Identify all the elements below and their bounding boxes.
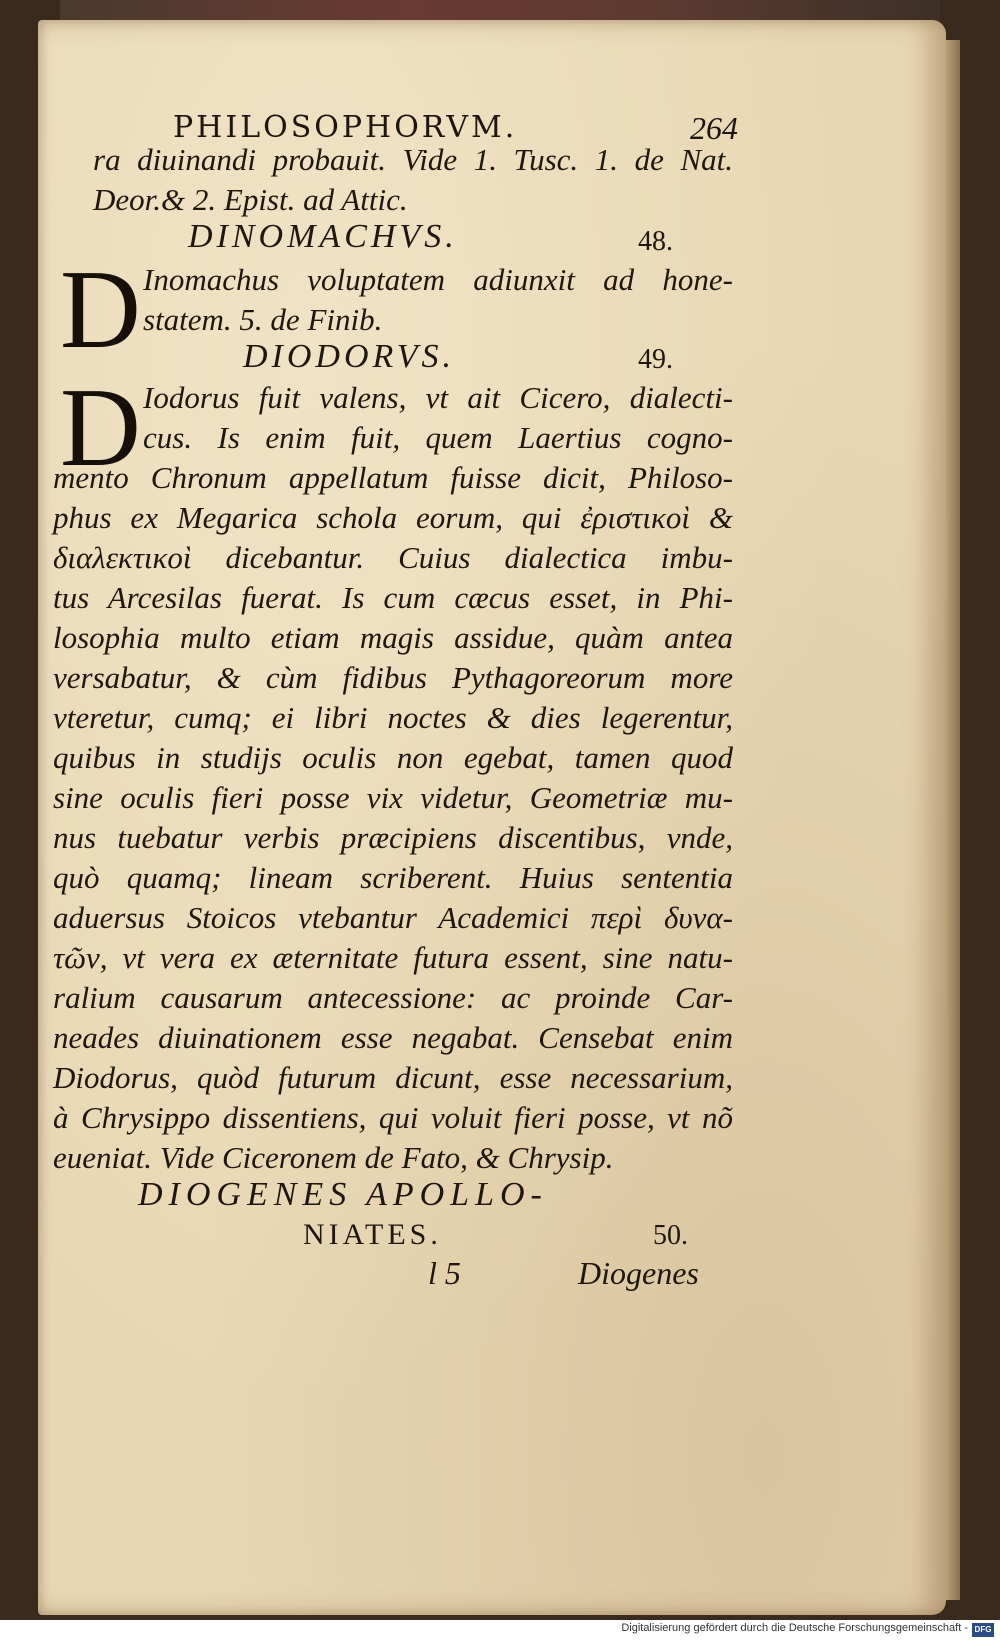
drop-capital: D — [60, 366, 141, 490]
section-number: 49. — [638, 344, 673, 375]
text-line: ralium causarum antecessione: ac proinde Car- — [53, 980, 733, 1015]
section-heading-continued: NIATES. — [303, 1218, 442, 1251]
drop-capital: D — [60, 248, 141, 372]
text-line: losophia multo etiam magis assidue, quàm antea — [53, 620, 733, 655]
running-head: PHILOSOPHORVM. — [173, 110, 518, 145]
text-line: Inomachus voluptatem adiunxit ad hone- — [143, 262, 733, 297]
text-line: vteretur, cumq; ei libri noctes & dies legerentur, — [53, 700, 733, 735]
catchword: Diogenes — [578, 1255, 699, 1291]
text-line: τῶν, vt vera ex æternitate futura essent, sine natu- — [53, 940, 733, 975]
text-line: nus tuebatur verbis præcipiens discentibus, vnde, — [53, 820, 733, 855]
page-number: 264 — [690, 110, 738, 146]
text-line: Diodorus, quòd futurum dicunt, esse necessarium, — [53, 1060, 733, 1095]
book-page — [38, 20, 946, 1615]
text-line: Deor.& 2. Epist. ad Attic. — [93, 182, 408, 217]
dfg-logo: DFG — [972, 1623, 994, 1637]
text-line: mento Chronum appellatum fuisse dicit, Philoso- — [53, 460, 733, 495]
text-line: eueniat. Vide Ciceronem de Fato, & Chrysip. — [53, 1140, 614, 1175]
section-heading: DIODORVS. — [243, 338, 455, 375]
binding-strip — [60, 0, 940, 22]
text-line: sine oculis fieri posse vix videtur, Geometriæ mu- — [53, 780, 733, 815]
text-line: aduersus Stoicos vtebantur Academici περὶ δυνα- — [53, 900, 733, 935]
footer-bar — [0, 1620, 1000, 1641]
text-line: quibus in studijs oculis non egebat, tamen quod — [53, 740, 733, 775]
text-line: à Chrysippo dissentiens, qui voluit fieri posse, vt nõ — [53, 1100, 733, 1135]
text-line: tus Arcesilas fuerat. Is cum cæcus esset, in Phi- — [53, 580, 733, 615]
section-heading: DIOGENES APOLLO- — [138, 1176, 548, 1213]
text-line: Iodorus fuit valens, vt ait Cicero, dialecti- — [143, 380, 733, 415]
text-line: διαλεκτικοὶ dicebantur. Cuius dialectica imbu- — [53, 540, 733, 575]
text-line: versabatur, & cùm fidibus Pythagoreorum more — [53, 660, 733, 695]
section-number: 48. — [638, 226, 673, 257]
text-line: phus ex Megarica schola eorum, qui ἐριστικοὶ & — [53, 500, 733, 535]
text-line: neades diuinationem esse negabat. Censebat enim — [53, 1020, 733, 1055]
section-heading: DINOMACHVS. — [188, 218, 458, 255]
text-line: quò quamq; lineam scriberent. Huius sententia — [53, 860, 733, 895]
funding-notice: Digitalisierung gefördert durch die Deutsche Forschungsgemeinschaft - — [621, 1622, 968, 1634]
text-line: cus. Is enim fuit, quem Laertius cogno- — [143, 420, 733, 455]
page-edge — [946, 40, 960, 1600]
text-line: statem. 5. de Finib. — [143, 302, 383, 337]
signature-mark: l 5 — [428, 1255, 461, 1291]
section-number: 50. — [653, 1220, 688, 1251]
text-line: ra diuinandi probauit. Vide 1. Tusc. 1. de Nat. — [93, 142, 733, 177]
